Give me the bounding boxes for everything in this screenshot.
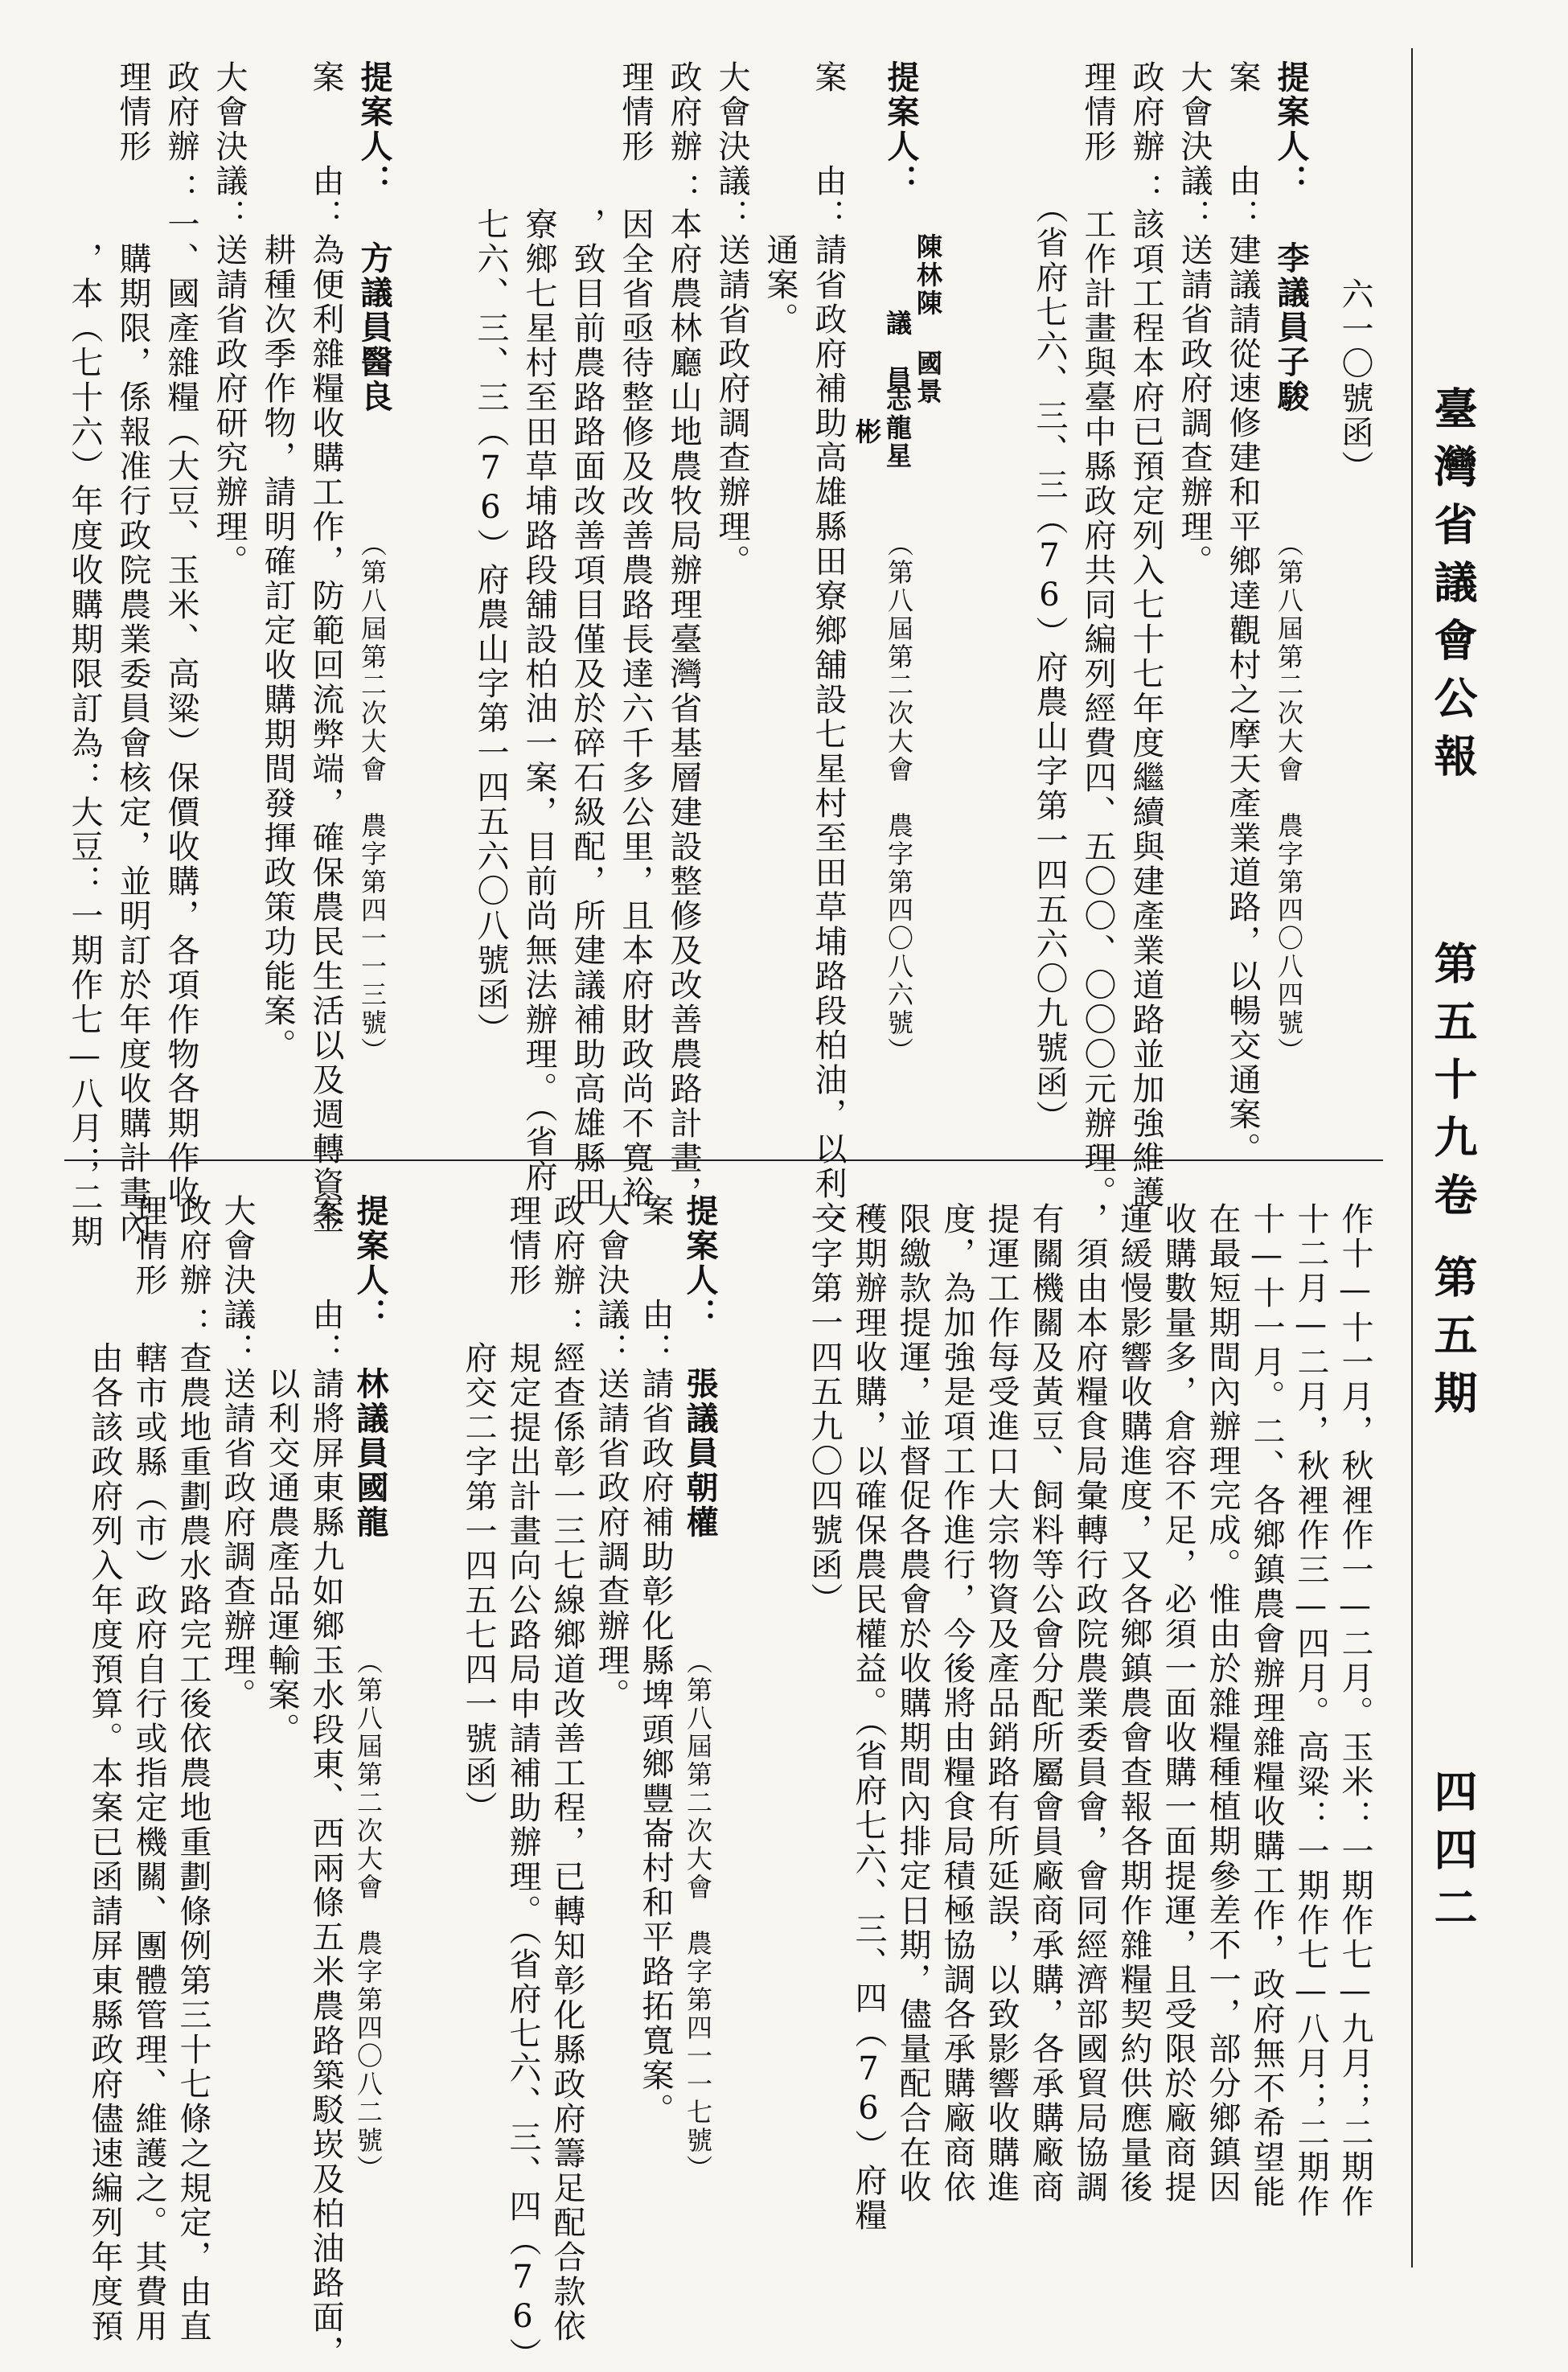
gov-text-3: 府交二字第一四五七四一號函） (460, 1307, 497, 1825)
continuation-line-10: 度，為加強是項工作進行，今後將由糧食局積極協調各承購廠商依 (938, 1202, 975, 2205)
gov-label-2: 理情形 (130, 1194, 167, 1298)
gov-text-4: 寮鄉七星村至田草埔路段舖設柏油一案，目前尚無法辦理。（省府 (520, 173, 557, 1194)
proposer-label: 提案人： (1272, 60, 1310, 199)
page-number: 四四二 (1427, 1769, 1479, 1943)
gov-label-1: 政府辦 (162, 60, 199, 164)
gov-text-5: 七六、三、三（76）府農山字第一四五六〇八號函） (472, 173, 509, 1047)
gov-text-2: 工作計畫與臺中縣政府共同編列經費四、五〇〇、〇〇〇元辦理。 (1079, 173, 1116, 1210)
assembly-resolution: 大會決議：送請省政府調查辦理。 (593, 1194, 630, 1713)
proposer-name: 李議員子駿 (1272, 241, 1310, 414)
proposer-label: 提案人： (355, 60, 393, 199)
proposer-names-4: 彬 (852, 418, 882, 446)
continuation-line-8: 有關機關及黃豆、飼料等公會分配所屬會員廠商承購，各承購廠商 (1027, 1202, 1064, 2205)
proposer-names-2: 國景 (913, 350, 943, 406)
continuation-line-2: 十二月—二月，秋裡作三—四月。高粱：一期作七—八月；二期作 (1292, 1202, 1329, 2219)
proposer-label: 提案人： (681, 1194, 719, 1332)
gov-label-1: 政府辦 (548, 1194, 585, 1298)
issue-label: 第五期 (1427, 1254, 1479, 1428)
gov-label-2: 理情形 (617, 60, 654, 164)
proposal-ref: （第八屆第二次大會 農字第四〇八六號） (884, 531, 914, 1065)
continuation-line-6: 運緩慢影響收購進度，又各鄉鎮農會查報各期作雜糧契約供應量後 (1115, 1202, 1152, 2205)
continuation-line-7: ，須由本府糧食局彙轉行政院農業委員會，會同經濟部國貿局協調 (1071, 1202, 1108, 2205)
proposal-ref: （第八屆第二次大會 農字第四〇八二號） (353, 1648, 384, 2183)
continuation-line-1: 作十—十一月，秋裡作一—二月。玉米：一期作七—九月；二期作 (1336, 1202, 1373, 2219)
gov-text-1: ：查農地重劃農水路完工後依農地重劃條例第三十七條之規定，由直 (174, 1307, 211, 2344)
continuation-line-12: 穫期辦理收購，以確保農民權益。（省府七六、三、四（76）府糧 (850, 1202, 887, 2233)
gov-text-1: ：經查係彰一三七線鄉道改善工程，已轉知彰化縣政府籌足配合款依 (548, 1307, 585, 2344)
assembly-resolution: 大會決議：送請省政府調查辦理。 (219, 1194, 256, 1713)
proposer-names-3: 志龍星 (882, 386, 913, 470)
continuation-line-13: 一字第一四五九〇四號函） (806, 1202, 843, 1617)
case-reason: 案 由：請省政府補助彰化縣埤頭鄉豐崙村和平路拓寬案。 (637, 1194, 674, 2128)
proposal-ref: （第八屆第二次大會 農字第四一一七號） (683, 1648, 713, 2183)
volume-label: 第五十九卷 (1427, 941, 1479, 1230)
gov-label-2: 理情形 (114, 60, 151, 164)
gov-text-2: 規定提出計畫向公路局申請補助辦理。（省府七六、三、四（76） (504, 1307, 541, 2372)
proposer-title: 議 員 (882, 310, 913, 394)
gov-label-1: 政府辦 (1127, 60, 1164, 164)
case-reason-cont: 通案。 (761, 60, 798, 337)
continuation-line-11: 限繳款提運，並督促各農會於收購期間內排定日期，儘量配合在收 (894, 1202, 931, 2205)
gov-text-3: ，本（七十六）年度收購期限訂為：大豆：一期作七—八月；二期 (66, 173, 103, 1250)
proposer-name: 方議員醫良 (355, 241, 393, 414)
header-rule (1411, 48, 1413, 2267)
middle-divider (64, 1159, 1383, 1161)
gov-text-1: ：一、國產雜糧（大豆、玉米、高粱）保價收購，各項作物各期作收 (162, 173, 199, 1210)
assembly-resolution: 大會決議：送請省政府研究辦理。 (211, 60, 248, 579)
case-reason-cont: 以利交通農產品運輸案。 (263, 1194, 300, 1747)
gov-text-2: 轄市或縣（市）政府自行或指定機關、團體管理、維護之。其費用 (130, 1307, 167, 2344)
case-reason: 案 由：請將屏東縣九如鄉玉水段東、西兩條五米農路築駁崁及柏油路面， (307, 1194, 344, 2370)
continuation-line-3: 十—十一月。二、各鄉鎮農會辦理雜糧收購工作，政府無不希望能 (1248, 1202, 1285, 2210)
proposal-ref: （第八屆第二次大會 農字第四〇八四號） (1274, 531, 1304, 1065)
gov-label-2: 理情形 (1079, 60, 1116, 164)
gov-label-1: 政府辦 (665, 60, 702, 164)
gov-label-2: 理情形 (504, 1194, 541, 1298)
gov-text-3: （省府七六、三、三（76）府農山字第一四五六〇九號函） (1031, 173, 1068, 1135)
gov-text-1: ：該項工程本府已預定列入七十七年度繼續與建產業道路並加強維護 (1127, 173, 1164, 1210)
case-reason: 案 由：建議請從速修建和平鄉達觀村之摩天產業道路，以暢交通案。 (1224, 60, 1261, 1167)
continuation-line: 六一〇號函） (1336, 277, 1373, 485)
gov-text-1: ：本府農林廳山地農牧局辦理臺灣省基層建設整修及改善農路計畫， (665, 173, 702, 1210)
gov-label-1: 政府辦 (174, 1194, 211, 1298)
case-reason: 案 由：請省政府補助高雄縣田寮鄉舖設七星村至田草埔路段柏油，以利交 (810, 60, 847, 1236)
case-reason: 案 由：為便利雜糧收購工作，防範回流弊端，確保農民生活以及週轉資金 (307, 60, 344, 1236)
journal-title: 臺灣省議會公報 (1427, 386, 1479, 791)
assembly-resolution: 大會決議：送請省政府調查辦理。 (1176, 60, 1213, 579)
assembly-resolution: 大會決議：送請省政府調查辦理。 (713, 60, 750, 579)
continuation-line-9: 提運工作每受進口大宗物資及產品銷路有所延誤，以致影響收購進 (983, 1202, 1020, 2205)
gov-text-2: 購期限，係報准行政院農業委員會核定，並明訂於年度收購計畫內 (114, 173, 151, 1245)
case-reason-cont: 耕種次季作物，請明確訂定收購期間發揮政策功能案。 (259, 60, 296, 1063)
gov-text-3: ，致目前農路路面改善項目僅及於碎石級配，所建議補助高雄縣田 (569, 173, 605, 1210)
continuation-line-5: 收購數量多，倉容不足，必須一面收購一面提運，且受限於廠商提 (1160, 1202, 1197, 2205)
proposal-ref: （第八屆第二次大會 農字第四一一三號） (357, 531, 388, 1065)
continuation-line-4: 在最短期間內辦理完成。惟由於雜糧種植期參差不一，部分鄉鎮因 (1204, 1202, 1241, 2205)
proposer-label: 提案人： (882, 60, 920, 199)
proposer-name: 林議員國龍 (351, 1367, 389, 1540)
gov-text-3: 由各該政府列入年度預算。本案已函請屏東縣政府儘速編列年度預 (86, 1307, 123, 2344)
gov-text-2: 因全省亟待整修及改善農路長達六千多公里，且本府財政尚不寬裕 (617, 173, 654, 1210)
proposer-names: 陳林陳 (913, 233, 943, 318)
proposer-name: 張議員朝權 (681, 1367, 719, 1540)
proposer-label: 提案人： (351, 1194, 389, 1332)
